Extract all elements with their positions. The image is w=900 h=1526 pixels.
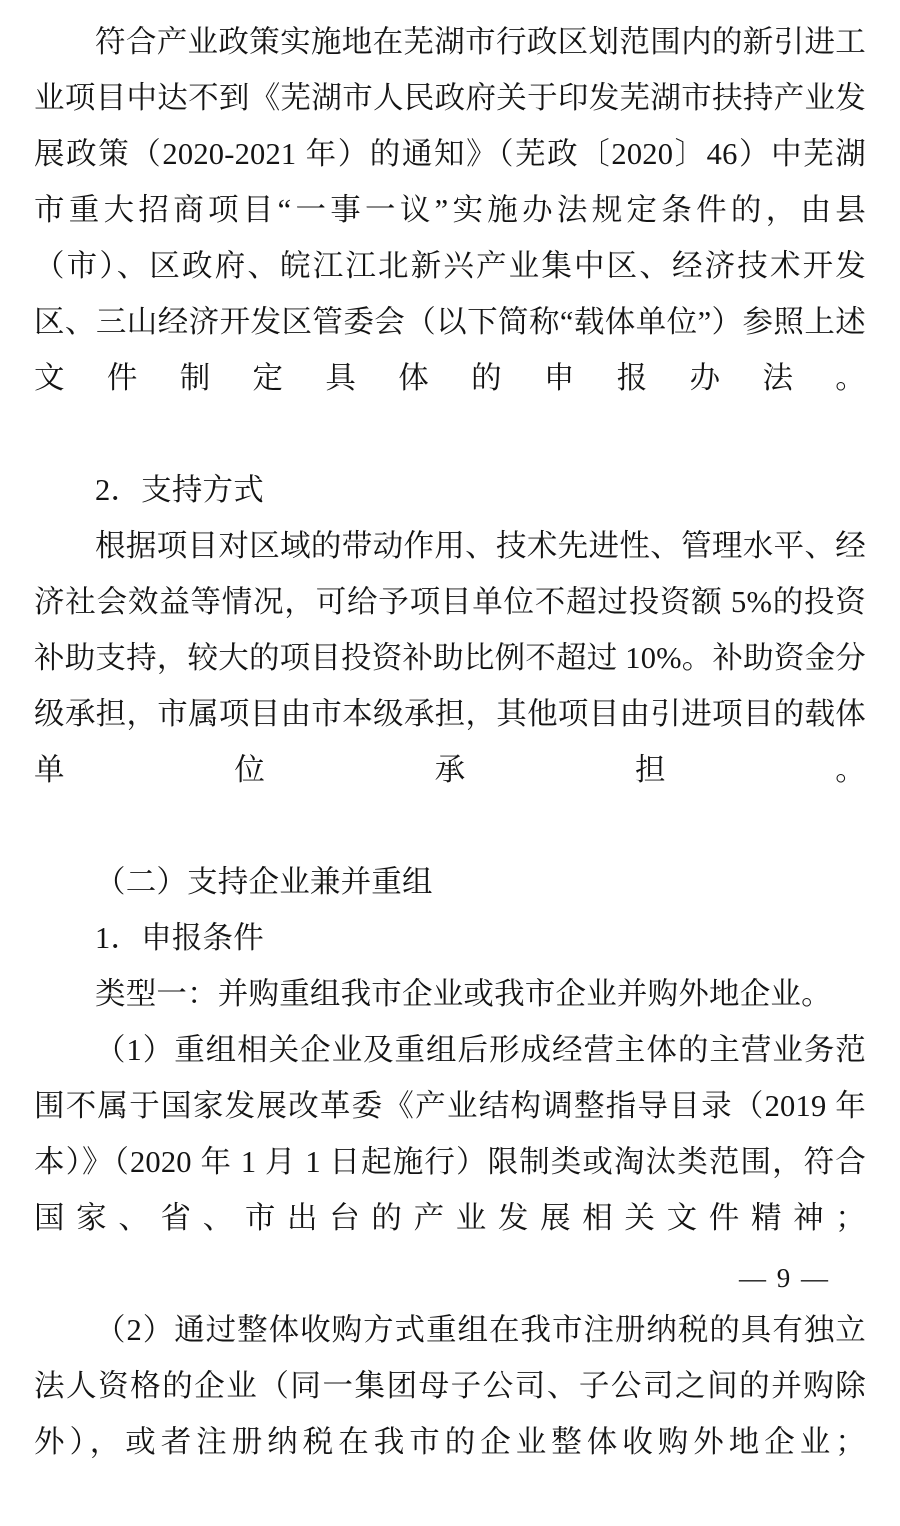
paragraph-industrial-policy-scope: 符合产业政策实施地在芜湖市行政区划范围内的新引进工业项目中达不到《芜湖市人民政府关于印发芜湖市扶持产业发展政策（2020-2021 年）的通知》（芜政〔2020〕46）中芜湖市重大招商项目“一事一议”实施办法规定条件的，由县（市）、区政府、皖江江北新兴产业集中区、经济技术开发区、三山经济开发区管委会（以下简称“载体单位”）参照上述文件制定具体的申报办法。	[34, 25, 866, 395]
paragraph-item-1: （1）重组相关企业及重组后形成经营主体的主营业务范围不属于国家发展改革委《产业结构调整指导目录（2019 年本）》（2020 年 1 月 1 日起施行）限制类或淘汰类范围，符合国家、省、市出台的产业发展相关文件精神；	[34, 1033, 866, 1235]
paragraph-item-2: （2）通过整体收购方式重组在我市注册纳税的具有独立法人资格的企业（同一集团母子公司、子公司之间的并购除外），或者注册纳税在我市的企业整体收购外地企业；	[34, 1313, 866, 1459]
page-number: — 9 —	[739, 1263, 830, 1293]
page-footer	[0, 1261, 900, 1295]
heading-application-conditions: 1．申报条件	[95, 921, 264, 955]
document-body	[34, 14, 866, 1526]
paragraph-type-one: 类型一：并购重组我市企业或我市企业并购外地企业。	[95, 977, 832, 1011]
heading-support-merger-reorg: （二）支持企业兼并重组	[95, 865, 433, 899]
heading-support-method: 2．支持方式	[95, 473, 264, 507]
paragraph-support-method-detail: 根据项目对区域的带动作用、技术先进性、管理水平、经济社会效益等情况，可给予项目单位不超过投资额 5%的投资补助支持，较大的项目投资补助比例不超过 10%。补助资金分级承担，市属项目由市本级承担，其他项目由引进项目的载体单位承担。	[34, 529, 866, 787]
